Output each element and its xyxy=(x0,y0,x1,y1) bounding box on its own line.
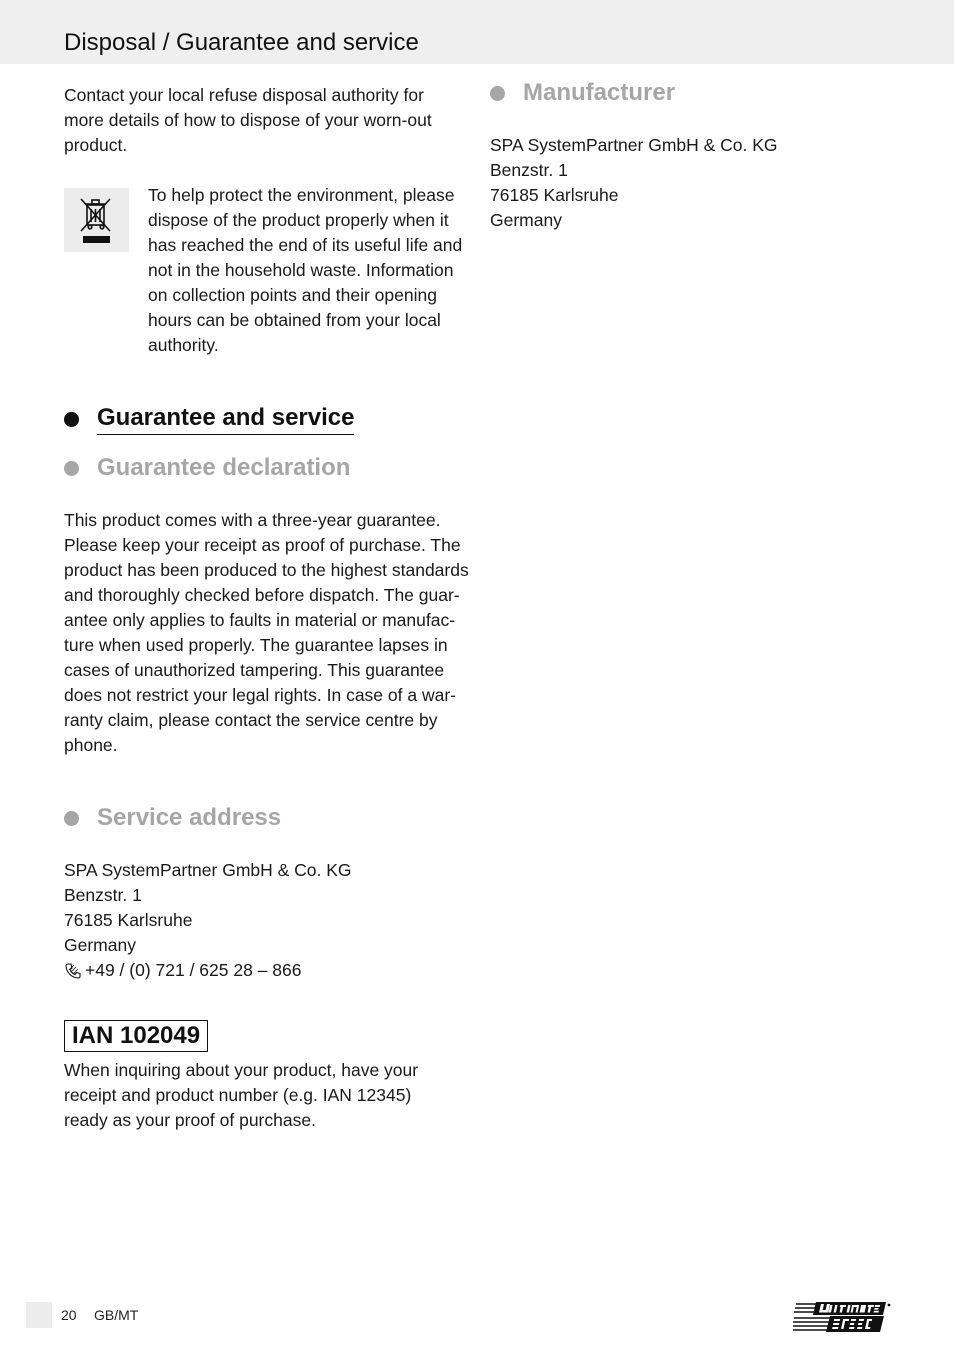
text-line: phone. xyxy=(64,735,118,755)
service-city: 76185 Karlsruhe xyxy=(64,910,193,930)
manufacturer-street: Benzstr. 1 xyxy=(490,160,568,180)
text-line: antee only applies to faults in material or manufac- xyxy=(64,610,456,630)
service-street: Benzstr. 1 xyxy=(64,885,142,905)
bullet-dot xyxy=(490,86,505,101)
service-address-heading xyxy=(64,803,281,833)
bullet-dot xyxy=(64,461,79,476)
manufacturer-company: SPA SystemPartner GmbH & Co. KG xyxy=(490,135,778,155)
disposal-intro: Contact your local refuse disposal authority for more details of how to dispose of your worn-out product. xyxy=(64,85,432,155)
footer-marker xyxy=(26,1302,52,1328)
text-line: does not restrict your legal rights. In case of a war- xyxy=(64,685,456,705)
page-title: Disposal / Guarantee and service xyxy=(64,29,419,56)
guarantee-declaration-title: Guarantee declaration xyxy=(97,454,351,481)
manufacturer-heading xyxy=(490,78,675,108)
guarantee-declaration-text xyxy=(64,508,474,758)
manufacturer-address-block xyxy=(490,133,880,233)
guarantee-declaration-heading xyxy=(64,453,350,483)
ian-number-box: IAN 102049 xyxy=(64,1020,208,1052)
service-address-title: Service address xyxy=(97,804,282,831)
language-code: GB/MT xyxy=(94,1307,139,1323)
ultimate-speed-logo xyxy=(792,1301,892,1333)
environment-text: To help protect the environment, please dispose of the product properly when it has reached the end of its useful life and not in the household waste. Information on collection points and their opening hours can be obtained from your local authority. xyxy=(148,185,463,355)
text-line: This product comes with a three-year guarantee. xyxy=(64,510,441,530)
manufacturer-country: Germany xyxy=(490,210,562,230)
text-line: product has been produced to the highest standards xyxy=(64,560,469,580)
text-line: cases of unauthorized tampering. This guarantee xyxy=(64,660,445,680)
manufacturer-city: 76185 Karlsruhe xyxy=(490,185,619,205)
bullet-dot xyxy=(64,811,79,826)
service-phone-line xyxy=(64,958,444,983)
text-line: and thoroughly checked before dispatch. The guar- xyxy=(64,585,460,605)
manufacturer-title: Manufacturer xyxy=(523,79,676,106)
service-company: SPA SystemPartner GmbH & Co. KG xyxy=(64,860,352,880)
text-line: ture when used properly. The guarantee lapses in xyxy=(64,635,448,655)
guarantee-and-service-title: Guarantee and service xyxy=(97,403,354,435)
service-country: Germany xyxy=(64,935,136,955)
bullet-dot xyxy=(64,412,79,427)
text-line: ranty claim, please contact the service centre by xyxy=(64,710,438,730)
page-number: 20 xyxy=(61,1307,77,1323)
text-line: Please keep your receipt as proof of purchase. The xyxy=(64,535,461,555)
service-phone-number: +49 / (0) 721 / 625 28 – 866 xyxy=(85,960,302,980)
phone-icon xyxy=(64,962,82,980)
service-address-block xyxy=(64,858,444,983)
crossed-out-wheelie-bin-icon xyxy=(64,188,129,252)
guarantee-and-service-heading xyxy=(64,403,354,435)
ian-note: When inquiring about your product, have your receipt and product number (e.g. IAN 12345) ready as your proof of purchase. xyxy=(64,1060,419,1130)
